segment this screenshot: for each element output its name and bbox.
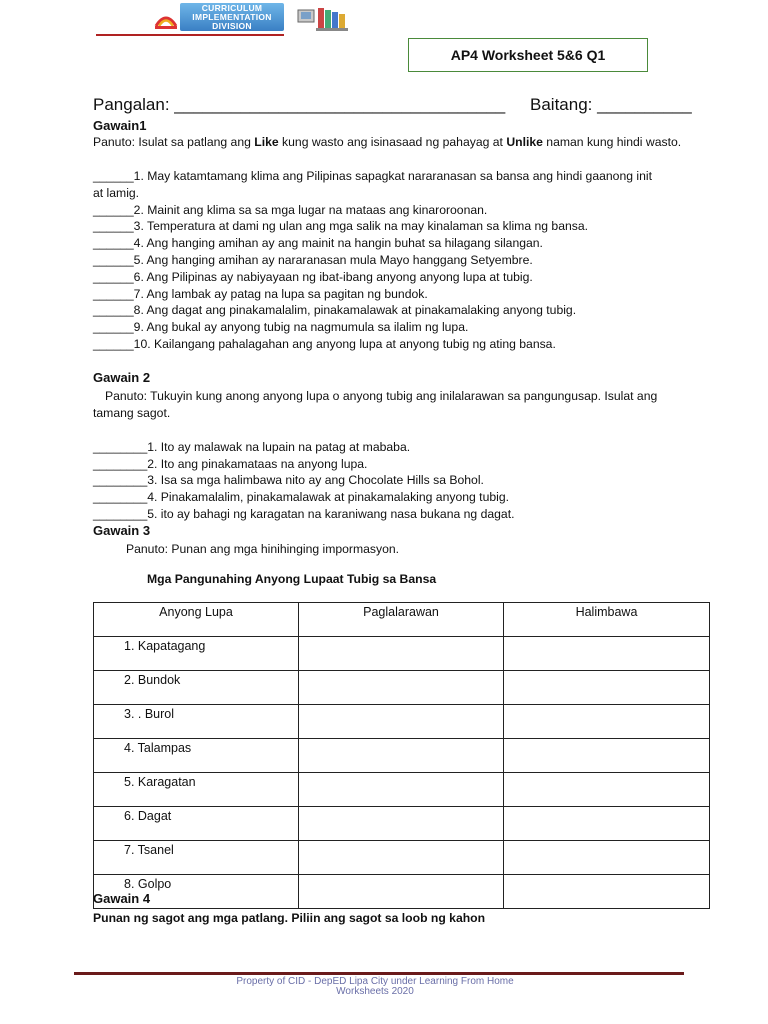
- paglalarawan-cell[interactable]: [299, 637, 504, 671]
- gawain2-item: ________1. Ito ay malawak na lupain na patag at mababa.: [93, 440, 411, 454]
- gawain1-item: at lamig.: [93, 186, 140, 200]
- footer-text: Property of CID - DepED Lipa City under Learning From Home Worksheets 2020: [236, 976, 514, 997]
- gawain3-title: Gawain 3: [93, 523, 151, 538]
- halimbawa-cell[interactable]: [504, 671, 710, 705]
- paglalarawan-cell[interactable]: [299, 705, 504, 739]
- logo-underline: [96, 34, 284, 36]
- anyong-lupa-cell: 6. Dagat: [94, 807, 299, 841]
- halimbawa-cell[interactable]: [504, 705, 710, 739]
- table-row: [94, 671, 710, 705]
- gawain4-title: Gawain 4: [93, 891, 151, 906]
- footer-divider: [74, 972, 684, 975]
- gawain1-item: ______5. Ang hanging amihan ay nararanasan mula Mayo hanggang Setyembre.: [93, 253, 533, 267]
- halimbawa-cell[interactable]: [504, 875, 710, 909]
- gawain2-item: ________5. ito ay bahagi ng karagatan na karaniwang nasa bukana ng dagat.: [93, 507, 515, 521]
- anyong-lupa-table: [93, 602, 710, 909]
- gawain1-item: ______6. Ang Pilipinas ay nabiyayaan ng ibat-ibang anyong anyong lupa at tubig.: [93, 270, 533, 284]
- gawain1-item: ______7. Ang lambak ay patag na lupa sa pagitan ng bundok.: [93, 287, 428, 301]
- anyong-lupa-cell: 4. Talampas: [94, 739, 299, 773]
- gawain1-item: ______1. May katamtamang klima ang Pilipinas sapagkat nararanasan sa bansa ang hindi gaanong init: [93, 169, 652, 183]
- column-header: Anyong Lupa: [94, 603, 299, 637]
- anyong-lupa-cell: 3. . Burol: [94, 705, 299, 739]
- halimbawa-cell[interactable]: [504, 637, 710, 671]
- column-header: Paglalarawan: [299, 603, 504, 637]
- gawain1-item: ______10. Kailangang pahalagahan ang anyong lupa at anyong tubig ng ating bansa.: [93, 337, 556, 351]
- halimbawa-cell[interactable]: [504, 739, 710, 773]
- worksheet-title: AP4 Worksheet 5&6 Q1: [408, 38, 648, 72]
- table-row: [94, 705, 710, 739]
- gawain1-item: ______3. Temperatura at dami ng ulan ang mga salik na may kinalaman sa klima ng bansa.: [93, 219, 589, 233]
- gawain1-title: Gawain1: [93, 118, 147, 133]
- anyong-lupa-cell: 2. Bundok: [94, 671, 299, 705]
- paglalarawan-cell[interactable]: [299, 671, 504, 705]
- gawain1-item: ______4. Ang hanging amihan ay ang mainit na hangin buhat sa hilagang silangan.: [93, 236, 543, 250]
- paglalarawan-cell[interactable]: [299, 773, 504, 807]
- anyong-lupa-cell: 7. Tsanel: [94, 841, 299, 875]
- table-title: Mga Pangunahing Anyong Lupaat Tubig sa Bansa: [147, 572, 437, 586]
- books-computer-logo-icon: [296, 4, 352, 34]
- column-header: Halimbawa: [504, 603, 710, 637]
- paglalarawan-cell[interactable]: [299, 807, 504, 841]
- halimbawa-cell[interactable]: [504, 807, 710, 841]
- table-row: [94, 807, 710, 841]
- gawain2-instruction: Panuto: Tukuyin kung anong anyong lupa o anyong tubig ang inilalarawan sa pangungusap. Isulat ang: [105, 389, 658, 403]
- anyong-lupa-cell: 5. Karagatan: [94, 773, 299, 807]
- halimbawa-cell[interactable]: [504, 773, 710, 807]
- anyong-lupa-cell: 1. Kapatagang: [94, 637, 299, 671]
- gawain2-item: ________2. Ito ang pinakamataas na anyong lupa.: [93, 457, 368, 471]
- gawain3-instruction: Panuto: Punan ang mga hinihinging impormasyon.: [126, 542, 400, 556]
- division-logo-icon: [152, 4, 180, 30]
- table-row: [94, 841, 710, 875]
- gawain2-item: ________3. Isa sa mga halimbawa nito ay ang Chocolate Hills sa Bohol.: [93, 473, 484, 487]
- table-row: [94, 875, 710, 909]
- paglalarawan-cell[interactable]: [299, 739, 504, 773]
- gawain1-item: ______9. Ang bukal ay anyong tubig na nagmumula sa ilalim ng lupa.: [93, 320, 469, 334]
- gawain2-item: ________4. Pinakamalalim, pinakamalawak at pinakamalaking anyong tubig.: [93, 490, 509, 504]
- grade-field[interactable]: Baitang: __________: [530, 95, 692, 114]
- gawain1-instruction: Panuto: Isulat sa patlang ang Like kung wasto ang isinasaad ng pahayag at Unlike naman kung hindi wasto.: [93, 135, 682, 149]
- curriculum-logo-text: CURRICULUM IMPLEMENTATION DIVISION: [180, 3, 284, 31]
- name-field[interactable]: Pangalan: ___________________________________: [93, 95, 506, 114]
- gawain2-title: Gawain 2: [93, 370, 151, 385]
- paglalarawan-cell[interactable]: [299, 875, 504, 909]
- gawain1-item: ______8. Ang dagat ang pinakamalalim, pinakamalawak at pinakamalaking anyong tubig.: [93, 303, 577, 317]
- halimbawa-cell[interactable]: [504, 841, 710, 875]
- table-row: [94, 637, 710, 671]
- paglalarawan-cell[interactable]: [299, 841, 504, 875]
- table-row: [94, 739, 710, 773]
- gawain1-item: ______2. Mainit ang klima sa sa mga lugar na mataas ang kinaroroonan.: [93, 203, 488, 217]
- gawain2-instruction-cont: tamang sagot.: [93, 406, 171, 420]
- table-row: [94, 773, 710, 807]
- anyong-lupa-cell: 8. Golpo: [94, 875, 299, 909]
- table-header-row: [94, 603, 710, 637]
- gawain4-instruction: Punan ng sagot ang mga patlang. Piliin ang sagot sa loob ng kahon: [93, 911, 486, 925]
